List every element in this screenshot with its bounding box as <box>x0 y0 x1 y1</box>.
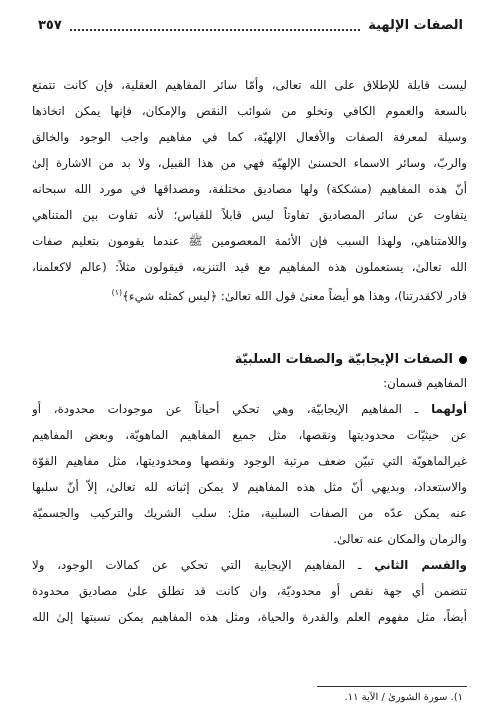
footnote: ١). سورة الشورىٰ / الآية ١١. <box>344 692 463 703</box>
text-line: واللامتناهي، ولهذا السبب فإن الأئمة المعصومين ﷺ عندما يقومون بتعليم صفات <box>32 234 467 248</box>
text-line: والاستعداد، وبديهي أنّ مثل هذه المفاهيم لا يمكن إثباته لله تعالىٰ، إلاّ أنّ سلبها <box>32 480 467 494</box>
section-body <box>32 370 467 630</box>
text-line-last <box>32 280 467 306</box>
second-type-text: ـ المفاهيم الإيجابية التي تحكي عن كمالات الوجود، ولا <box>32 558 375 572</box>
text-line: والربّ، وسائر الاسماء الحسنىٰ الإلهيّة فهي من هذا القبيل، ولا بد من الاشارة إلىٰ <box>32 156 467 170</box>
first-type-opening <box>32 396 467 422</box>
text-line: يتفاوت عن سائر المصاديق تفاوتاً ليس قابلاً للقياس؛ لأنه تفاوت بين المتناهي <box>32 208 467 222</box>
text-line: تتضمن أي جهة نقص أو محدوديّة، وان كانت قد تطلق علىٰ مصاديق محدودة <box>32 584 467 598</box>
paragraph-1 <box>32 72 467 306</box>
section-intro: المفاهيم قسمان: <box>383 376 467 390</box>
text-line: أنّ هذه المفاهيم (مشككة) ولها مصاديق مختلفة، ومصداقها في مورد الله سبحانه <box>32 182 467 196</box>
text-line-last: والزمان والمكان عنه تعالىٰ. <box>333 532 467 546</box>
text-line: ليست قابلة للإطلاق على الله تعالى، وأمّا سائر المفاهيم العقلية، فإن كانت تتمتع <box>32 78 467 92</box>
section-heading-text: الصفات الإيجابيّة والصفات السلبيّة <box>234 352 453 367</box>
paragraph-1-ending: قادر لاكقدرتنا)، وهذا هو أيضاً معنىٰ قول الله تعالىٰ: ﴿ليس كمثله شيء﴾ <box>122 288 467 303</box>
running-title: الصفات الإلهية <box>368 17 463 33</box>
text-line: أيضاً، مثل مفهوم العلم والقدرة والحياة، ومثل هذه المفاهيم يمكن نسبتها إلىٰ الله <box>32 610 467 624</box>
text-line: عن حيثيّات محدوديتها ونقصها، مثل جميع المفاهيم الماهويّة، وبعض المفاهيم <box>32 428 467 442</box>
first-type-text: ـ المفاهيم الإيجابيّة، وهي تحكي أحياناً عن موجودات محدودة، أو <box>32 402 432 416</box>
text-line: عنه يمكن عدّه من الصفات السلبية، مثل: سلب الشريك والتركيب والجسميّة <box>32 506 467 520</box>
footnote-divider <box>317 686 467 687</box>
bullet-icon <box>459 356 467 364</box>
text-line: بالسعة والعموم الكافي وتخلو من شوائب النقص والإمكان، فإنها يمكن اتخاذها <box>32 104 467 118</box>
second-type-opening <box>32 552 467 578</box>
header-dot-leader <box>70 19 360 31</box>
section-heading <box>32 352 467 367</box>
footnote-reference[interactable]: (١) <box>111 288 123 297</box>
second-type-label: والقسم الثاني <box>374 558 467 572</box>
page-header <box>38 10 463 40</box>
page-number: ٣٥٧ <box>38 17 62 33</box>
text-line: الله تعالىٰ، يستعملون هذه المفاهيم مع قيد التنزيه، فيقولون مثلاً: (عالم لاكعلمنا، <box>32 260 467 274</box>
text-line: وسيلة لمعرفة الصفات والأفعال الإلهيّة، كما في مفاهيم واجب الوجود والخالق <box>32 130 467 144</box>
text-line: غيرالماهويّة التي تبيّن ضعف مرتبة الوجود ونقصها ومحدوديتها، مثل مفاهيم القوّة <box>32 454 467 468</box>
first-type-label: أولهما <box>431 402 467 416</box>
